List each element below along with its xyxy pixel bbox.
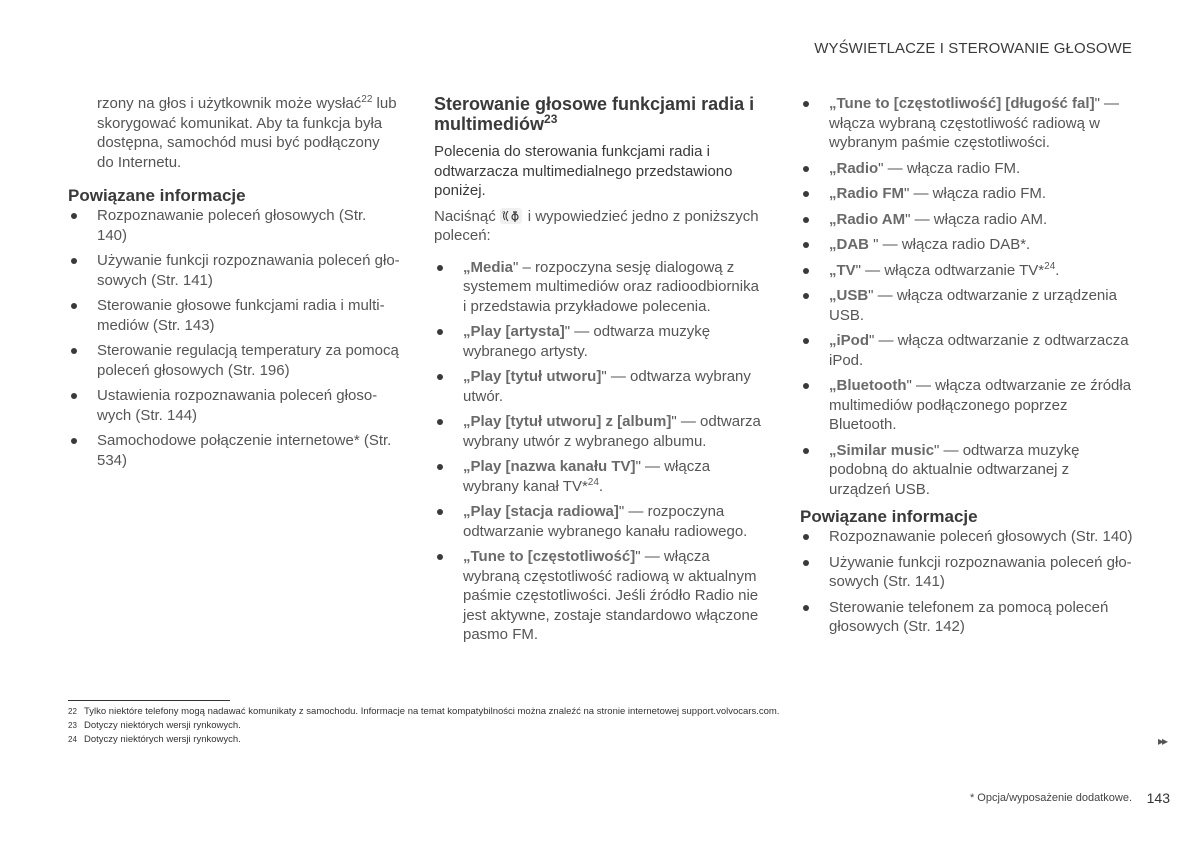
double-arrow-right-icon: ▸▸	[1157, 734, 1166, 748]
command-description: — włącza radio FM.	[883, 159, 1021, 177]
command-description: — włącza wybrany kanał TV*	[463, 458, 711, 495]
option-footnote: * Opcja/wyposażenie dodatkowe.	[969, 792, 1132, 804]
command-description: — włącza wybraną częstotliwość radiową w aktualnym paśmie częstotliwości. Jeśli źródło Radio nie jest aktywne, zostaje standardowo włączone pasmo FM.	[463, 548, 759, 643]
footnote	[68, 719, 779, 733]
command-quote: "	[564, 323, 571, 340]
page-number: 143	[1146, 790, 1170, 806]
command-quote: "	[671, 413, 677, 430]
related-heading: Powiązane informacje	[800, 507, 978, 526]
command-item	[434, 322, 766, 361]
related-link[interactable]: Ustawienia rozpoznawania poleceń głoso-wych (Str. 144)	[68, 386, 400, 425]
voice-command: „Radio	[829, 159, 879, 177]
command-description: — włącza wybraną częstotliwość radiową w wybranym paśmie częstotliwości.	[829, 95, 1120, 151]
footnote-ref: 23	[544, 112, 558, 126]
command-quote: "	[1094, 95, 1100, 112]
intro-text: rzony na głos i użytkownik może wysłać	[97, 95, 362, 112]
footnote-text: Dotyczy niektórych wersji rynkowych.	[84, 734, 241, 745]
command-quote: "	[873, 236, 879, 253]
related-list	[68, 206, 400, 470]
command-list-continued	[800, 94, 1135, 499]
related-link[interactable]: Używanie funkcji rozpoznawania poleceń gło-sowych (Str. 141)	[68, 251, 400, 290]
related-link[interactable]: Sterowanie regulacją temperatury za pomocą poleceń głosowych (Str. 196)	[68, 341, 400, 380]
voice-command: „Media	[463, 258, 514, 276]
footnote-number: 22	[68, 707, 77, 716]
command-item	[800, 376, 1135, 435]
related-link[interactable]: Samochodowe połączenie internetowe* (Str. 534)	[68, 431, 400, 470]
svg-text:ﾟ: ﾟ	[501, 209, 508, 224]
related-link[interactable]: Rozpoznawanie poleceń głosowych (Str. 140)	[68, 206, 400, 245]
voice-command: „Radio FM	[829, 185, 904, 202]
command-quote: "	[618, 503, 625, 520]
command-description: — włącza radio FM.	[909, 185, 1047, 202]
voice-command: „Tune to [częstotliwość] [długość fal]	[829, 95, 1095, 112]
intro-paragraph	[68, 94, 400, 172]
command-item	[800, 159, 1135, 179]
command-quote: "	[635, 458, 641, 475]
command-item	[800, 235, 1135, 255]
command-item	[434, 258, 766, 317]
voice-command: „Radio AM	[829, 210, 906, 228]
command-list	[434, 258, 766, 645]
related-link[interactable]: Używanie funkcji rozpoznawania poleceń gło-sowych (Str. 141)	[800, 553, 1135, 592]
command-description: — odtwarza muzykę wybranego artysty.	[463, 323, 711, 360]
related-link[interactable]: Sterowanie głosowe funkcjami radia i multi-mediów (Str. 143)	[68, 296, 400, 335]
command-quote: "	[869, 332, 875, 349]
command-item	[434, 412, 766, 451]
voice-command: „USB	[829, 287, 869, 304]
related-heading: Powiązane informacje	[68, 186, 246, 205]
footnote-ref: 24	[1044, 260, 1056, 272]
command-description: — włącza odtwarzanie ze źródła multimediów podłączonego poprzez Bluetooth.	[829, 377, 1132, 433]
running-header: WYŚWIETLACZE I STEROWANIE GŁOSOWE	[814, 40, 1132, 57]
column-middle	[434, 94, 766, 651]
command-quote: "	[635, 548, 641, 565]
press-text-cont: i wypowiedzieć jedno z poniższych poleceń:	[434, 207, 759, 244]
footnote-ref: 24	[587, 476, 599, 488]
footnote-number: 24	[68, 735, 77, 744]
command-item	[800, 210, 1135, 230]
command-item	[800, 441, 1135, 500]
command-description: — włącza odtwarzanie TV*	[861, 261, 1045, 279]
intro-text-cont: lub skorygować komunikat. Aby ta funkcja była dostępna, samochód musi być podłączony do Internetu.	[97, 95, 397, 171]
command-quote: "	[934, 441, 940, 459]
command-quote: "	[868, 287, 874, 304]
command-item	[800, 261, 1135, 281]
related-link[interactable]: Rozpoznawanie poleceń głosowych (Str. 140)	[800, 527, 1135, 547]
command-item	[434, 457, 766, 496]
footnote	[68, 733, 779, 747]
command-item	[434, 502, 766, 541]
lead-paragraph: Polecenia do sterowania funkcjami radia i odtwarzacza multimedialnego przedstawiono poniżej.	[434, 143, 733, 199]
command-description: — włącza radio AM.	[910, 210, 1048, 228]
command-item	[800, 331, 1135, 370]
voice-command: „Play [tytuł utworu]	[463, 368, 602, 385]
command-quote: "	[601, 368, 607, 385]
footnote-divider	[68, 700, 230, 701]
footnote-text: Tylko niektóre telefony mogą nadawać komunikaty z samochodu. Informacje na temat kompatybilności można znaleźć na stronie internetowej support.volvocars.com.	[84, 706, 780, 717]
press-text: Naciśnąć	[434, 207, 496, 225]
voice-command: „TV	[829, 261, 856, 279]
column-right	[800, 94, 1135, 643]
command-quote: "	[904, 185, 910, 202]
command-description: — rozpoczyna odtwarzanie wybranego kanału radiowego.	[463, 503, 748, 540]
footnotes	[68, 705, 779, 747]
command-item	[434, 367, 766, 406]
command-item	[800, 94, 1135, 153]
voice-command: „Tune to [częstotliwość]	[463, 548, 636, 565]
command-description: — odtwarza muzykę podobną do aktualnie odtwarzanej z urządzeń USB.	[829, 441, 1080, 498]
column-left	[68, 94, 400, 476]
voice-command: „DAB	[829, 236, 874, 253]
related-list	[800, 527, 1135, 637]
voice-command: „Play [nazwa kanału TV]	[463, 458, 636, 475]
command-description: — włącza odtwarzanie z odtwarzacza iPod.	[829, 332, 1129, 369]
voice-command: „Bluetooth	[829, 377, 907, 394]
command-item	[800, 286, 1135, 325]
command-quote: "	[513, 258, 519, 276]
command-item	[434, 547, 766, 645]
footnote	[68, 705, 779, 719]
footnote-text: Dotyczy niektórych wersji rynkowych.	[84, 720, 241, 731]
footnote-number: 23	[68, 721, 77, 730]
command-quote: "	[855, 261, 861, 279]
voice-control-icon	[500, 208, 522, 224]
command-description: – rozpoczyna sesję dialogową z systemem multimediów oraz radioodbiornika i przedstawia przykładowe polecenia.	[463, 258, 759, 315]
command-description: — odtwarza wybrany utwór z wybranego albumu.	[463, 413, 761, 450]
command-quote: "	[878, 159, 884, 177]
command-quote: "	[905, 210, 911, 228]
voice-command: „Similar music	[829, 441, 935, 459]
footnote-ref: 22	[361, 94, 373, 105]
voice-command: „Play [tytuł utworu] z [album]	[463, 413, 672, 430]
voice-command: „Play [artysta]	[463, 323, 565, 340]
voice-command: „Play [stacja radiowa]	[463, 503, 619, 520]
command-description: — włącza odtwarzanie z urządzenia USB.	[829, 287, 1117, 324]
command-description: — włącza radio DAB*.	[878, 236, 1031, 253]
command-tail: .	[598, 477, 604, 495]
command-item	[800, 184, 1135, 204]
command-quote: "	[906, 377, 912, 394]
section-title-text: Sterowanie głosowe funkcjami radia i multimediów	[434, 94, 755, 134]
command-description: — odtwarza wybrany utwór.	[463, 368, 751, 405]
section-title	[434, 94, 766, 134]
voice-command: „iPod	[829, 332, 869, 349]
press-instruction	[434, 207, 766, 246]
command-tail: .	[1055, 261, 1060, 279]
related-link[interactable]: Sterowanie telefonem za pomocą poleceń głosowych (Str. 142)	[800, 598, 1135, 637]
